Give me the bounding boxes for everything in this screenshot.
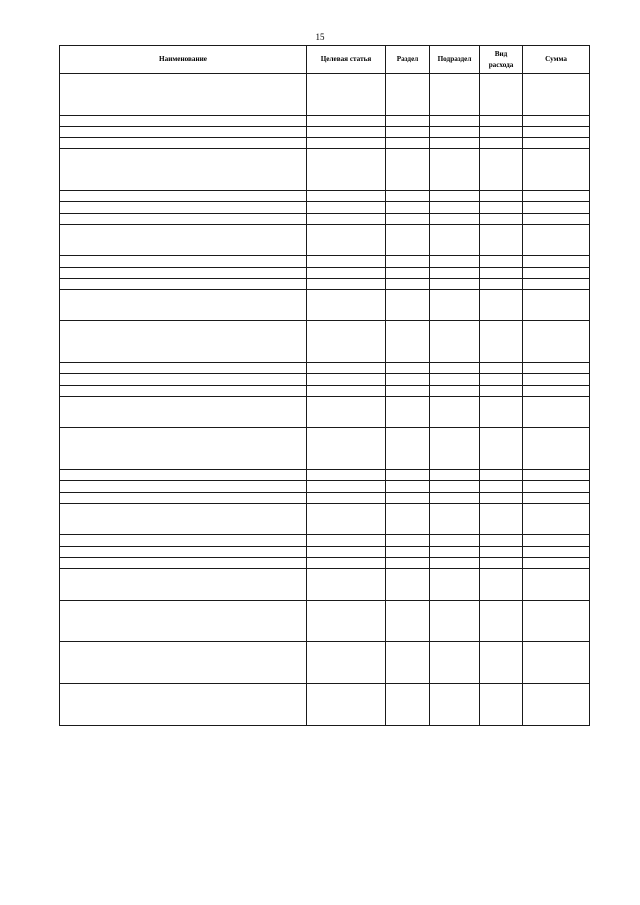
- cell-amount: [523, 321, 590, 363]
- cell-target-article: [307, 503, 386, 535]
- cell-target-article: [307, 149, 386, 191]
- cell-target-article: [307, 213, 386, 224]
- table-row: [60, 557, 590, 568]
- cell-section: [386, 363, 430, 374]
- cell-section: [386, 503, 430, 535]
- cell-name: [60, 115, 307, 126]
- cell-expense-type: [480, 363, 523, 374]
- cell-name: [60, 481, 307, 492]
- cell-expense-type: [480, 385, 523, 396]
- cell-expense-type: [480, 289, 523, 321]
- cell-section: [386, 256, 430, 267]
- cell-section: [386, 74, 430, 116]
- cell-name: [60, 256, 307, 267]
- cell-section: [386, 535, 430, 546]
- cell-name: [60, 568, 307, 600]
- cell-expense-type: [480, 374, 523, 385]
- cell-expense-type: [480, 321, 523, 363]
- cell-amount: [523, 535, 590, 546]
- cell-expense-type: [480, 267, 523, 278]
- cell-name: [60, 149, 307, 191]
- cell-subsection: [430, 535, 480, 546]
- cell-amount: [523, 374, 590, 385]
- table-row: [60, 481, 590, 492]
- cell-section: [386, 149, 430, 191]
- cell-subsection: [430, 385, 480, 396]
- cell-expense-type: [480, 428, 523, 470]
- cell-expense-type: [480, 138, 523, 149]
- cell-name: [60, 289, 307, 321]
- cell-section: [386, 224, 430, 256]
- cell-expense-type: [480, 557, 523, 568]
- cell-section: [386, 191, 430, 202]
- cell-section: [386, 600, 430, 642]
- cell-subsection: [430, 568, 480, 600]
- cell-amount: [523, 191, 590, 202]
- cell-target-article: [307, 191, 386, 202]
- cell-name: [60, 363, 307, 374]
- cell-section: [386, 321, 430, 363]
- cell-expense-type: [480, 600, 523, 642]
- cell-expense-type: [480, 503, 523, 535]
- cell-section: [386, 470, 430, 481]
- table-row: [60, 267, 590, 278]
- cell-target-article: [307, 492, 386, 503]
- cell-name: [60, 492, 307, 503]
- cell-expense-type: [480, 492, 523, 503]
- table-row: [60, 289, 590, 321]
- cell-subsection: [430, 546, 480, 557]
- cell-section: [386, 642, 430, 684]
- cell-name: [60, 224, 307, 256]
- cell-target-article: [307, 289, 386, 321]
- cell-expense-type: [480, 481, 523, 492]
- cell-target-article: [307, 126, 386, 137]
- cell-amount: [523, 385, 590, 396]
- cell-subsection: [430, 321, 480, 363]
- column-header-amount: Сумма: [523, 46, 590, 74]
- cell-amount: [523, 149, 590, 191]
- table-row: [60, 213, 590, 224]
- cell-subsection: [430, 557, 480, 568]
- cell-amount: [523, 256, 590, 267]
- cell-expense-type: [480, 213, 523, 224]
- cell-amount: [523, 267, 590, 278]
- cell-amount: [523, 363, 590, 374]
- cell-amount: [523, 115, 590, 126]
- page-number: 15: [315, 32, 325, 42]
- cell-section: [386, 546, 430, 557]
- cell-section: [386, 115, 430, 126]
- cell-target-article: [307, 470, 386, 481]
- table-row: [60, 503, 590, 535]
- cell-amount: [523, 600, 590, 642]
- cell-name: [60, 503, 307, 535]
- cell-expense-type: [480, 568, 523, 600]
- cell-subsection: [430, 126, 480, 137]
- cell-name: [60, 470, 307, 481]
- cell-name: [60, 428, 307, 470]
- cell-target-article: [307, 202, 386, 213]
- cell-amount: [523, 74, 590, 116]
- cell-target-article: [307, 256, 386, 267]
- cell-target-article: [307, 374, 386, 385]
- cell-name: [60, 321, 307, 363]
- table-row: [60, 191, 590, 202]
- cell-subsection: [430, 115, 480, 126]
- cell-subsection: [430, 213, 480, 224]
- cell-amount: [523, 289, 590, 321]
- cell-target-article: [307, 138, 386, 149]
- cell-expense-type: [480, 149, 523, 191]
- cell-target-article: [307, 321, 386, 363]
- cell-name: [60, 642, 307, 684]
- cell-amount: [523, 202, 590, 213]
- cell-amount: [523, 557, 590, 568]
- table-row: [60, 138, 590, 149]
- cell-amount: [523, 684, 590, 726]
- cell-subsection: [430, 396, 480, 428]
- cell-target-article: [307, 267, 386, 278]
- cell-amount: [523, 396, 590, 428]
- cell-name: [60, 535, 307, 546]
- cell-expense-type: [480, 470, 523, 481]
- table-row: [60, 535, 590, 546]
- cell-subsection: [430, 74, 480, 116]
- cell-section: [386, 481, 430, 492]
- cell-name: [60, 126, 307, 137]
- cell-subsection: [430, 374, 480, 385]
- cell-name: [60, 396, 307, 428]
- cell-target-article: [307, 600, 386, 642]
- cell-name: [60, 546, 307, 557]
- cell-subsection: [430, 278, 480, 289]
- cell-section: [386, 126, 430, 137]
- table-row: [60, 470, 590, 481]
- column-header-subsection: Подраздел: [430, 46, 480, 74]
- cell-expense-type: [480, 191, 523, 202]
- table-row: [60, 126, 590, 137]
- table-row: [60, 546, 590, 557]
- cell-subsection: [430, 428, 480, 470]
- table-row: [60, 149, 590, 191]
- cell-name: [60, 74, 307, 116]
- cell-amount: [523, 481, 590, 492]
- cell-subsection: [430, 470, 480, 481]
- cell-subsection: [430, 642, 480, 684]
- cell-section: [386, 557, 430, 568]
- cell-target-article: [307, 546, 386, 557]
- table-row: [60, 492, 590, 503]
- table-row: [60, 374, 590, 385]
- cell-expense-type: [480, 115, 523, 126]
- cell-expense-type: [480, 74, 523, 116]
- cell-name: [60, 684, 307, 726]
- table-row: [60, 256, 590, 267]
- table-row: [60, 224, 590, 256]
- table-header-row: [60, 46, 590, 74]
- column-header-target-article: Целевая статья: [307, 46, 386, 74]
- cell-name: [60, 191, 307, 202]
- cell-expense-type: [480, 202, 523, 213]
- cell-amount: [523, 224, 590, 256]
- cell-expense-type: [480, 278, 523, 289]
- cell-target-article: [307, 74, 386, 116]
- cell-amount: [523, 428, 590, 470]
- cell-target-article: [307, 428, 386, 470]
- table-row: [60, 385, 590, 396]
- table-row: [60, 74, 590, 116]
- cell-section: [386, 289, 430, 321]
- cell-target-article: [307, 115, 386, 126]
- cell-section: [386, 138, 430, 149]
- cell-target-article: [307, 385, 386, 396]
- cell-target-article: [307, 684, 386, 726]
- cell-amount: [523, 470, 590, 481]
- cell-name: [60, 202, 307, 213]
- cell-name: [60, 385, 307, 396]
- cell-name: [60, 278, 307, 289]
- cell-subsection: [430, 600, 480, 642]
- cell-name: [60, 374, 307, 385]
- cell-amount: [523, 138, 590, 149]
- cell-section: [386, 267, 430, 278]
- table-row: [60, 363, 590, 374]
- cell-expense-type: [480, 256, 523, 267]
- table-row: [60, 396, 590, 428]
- table-row: [60, 600, 590, 642]
- column-header-section: Раздел: [386, 46, 430, 74]
- table-row: [60, 428, 590, 470]
- cell-target-article: [307, 396, 386, 428]
- cell-subsection: [430, 363, 480, 374]
- cell-name: [60, 557, 307, 568]
- cell-name: [60, 138, 307, 149]
- cell-section: [386, 428, 430, 470]
- table-row: [60, 684, 590, 726]
- cell-section: [386, 202, 430, 213]
- cell-subsection: [430, 492, 480, 503]
- table-row: [60, 642, 590, 684]
- cell-section: [386, 385, 430, 396]
- table-row: [60, 321, 590, 363]
- cell-section: [386, 396, 430, 428]
- cell-amount: [523, 126, 590, 137]
- cell-subsection: [430, 256, 480, 267]
- cell-subsection: [430, 481, 480, 492]
- cell-name: [60, 600, 307, 642]
- cell-amount: [523, 492, 590, 503]
- cell-subsection: [430, 503, 480, 535]
- cell-amount: [523, 642, 590, 684]
- cell-target-article: [307, 224, 386, 256]
- budget-table: [59, 45, 590, 726]
- cell-target-article: [307, 363, 386, 374]
- cell-section: [386, 278, 430, 289]
- cell-target-article: [307, 557, 386, 568]
- cell-expense-type: [480, 126, 523, 137]
- cell-expense-type: [480, 546, 523, 557]
- cell-amount: [523, 503, 590, 535]
- cell-amount: [523, 546, 590, 557]
- cell-expense-type: [480, 642, 523, 684]
- cell-subsection: [430, 289, 480, 321]
- cell-target-article: [307, 568, 386, 600]
- column-header-name: Наименование: [60, 46, 307, 74]
- table-body: [60, 74, 590, 726]
- cell-amount: [523, 278, 590, 289]
- cell-amount: [523, 213, 590, 224]
- cell-subsection: [430, 149, 480, 191]
- cell-amount: [523, 568, 590, 600]
- cell-subsection: [430, 202, 480, 213]
- table-row: [60, 568, 590, 600]
- cell-name: [60, 213, 307, 224]
- cell-name: [60, 267, 307, 278]
- cell-subsection: [430, 138, 480, 149]
- cell-target-article: [307, 481, 386, 492]
- cell-expense-type: [480, 396, 523, 428]
- cell-expense-type: [480, 535, 523, 546]
- cell-subsection: [430, 224, 480, 256]
- cell-section: [386, 213, 430, 224]
- cell-subsection: [430, 267, 480, 278]
- cell-section: [386, 568, 430, 600]
- cell-target-article: [307, 278, 386, 289]
- table-row: [60, 278, 590, 289]
- cell-section: [386, 374, 430, 385]
- table-row: [60, 202, 590, 213]
- table-row: [60, 115, 590, 126]
- column-header-expense-type: Вид расхода: [480, 46, 523, 74]
- cell-section: [386, 492, 430, 503]
- cell-expense-type: [480, 224, 523, 256]
- cell-subsection: [430, 191, 480, 202]
- cell-target-article: [307, 535, 386, 546]
- cell-subsection: [430, 684, 480, 726]
- cell-section: [386, 684, 430, 726]
- cell-expense-type: [480, 684, 523, 726]
- cell-target-article: [307, 642, 386, 684]
